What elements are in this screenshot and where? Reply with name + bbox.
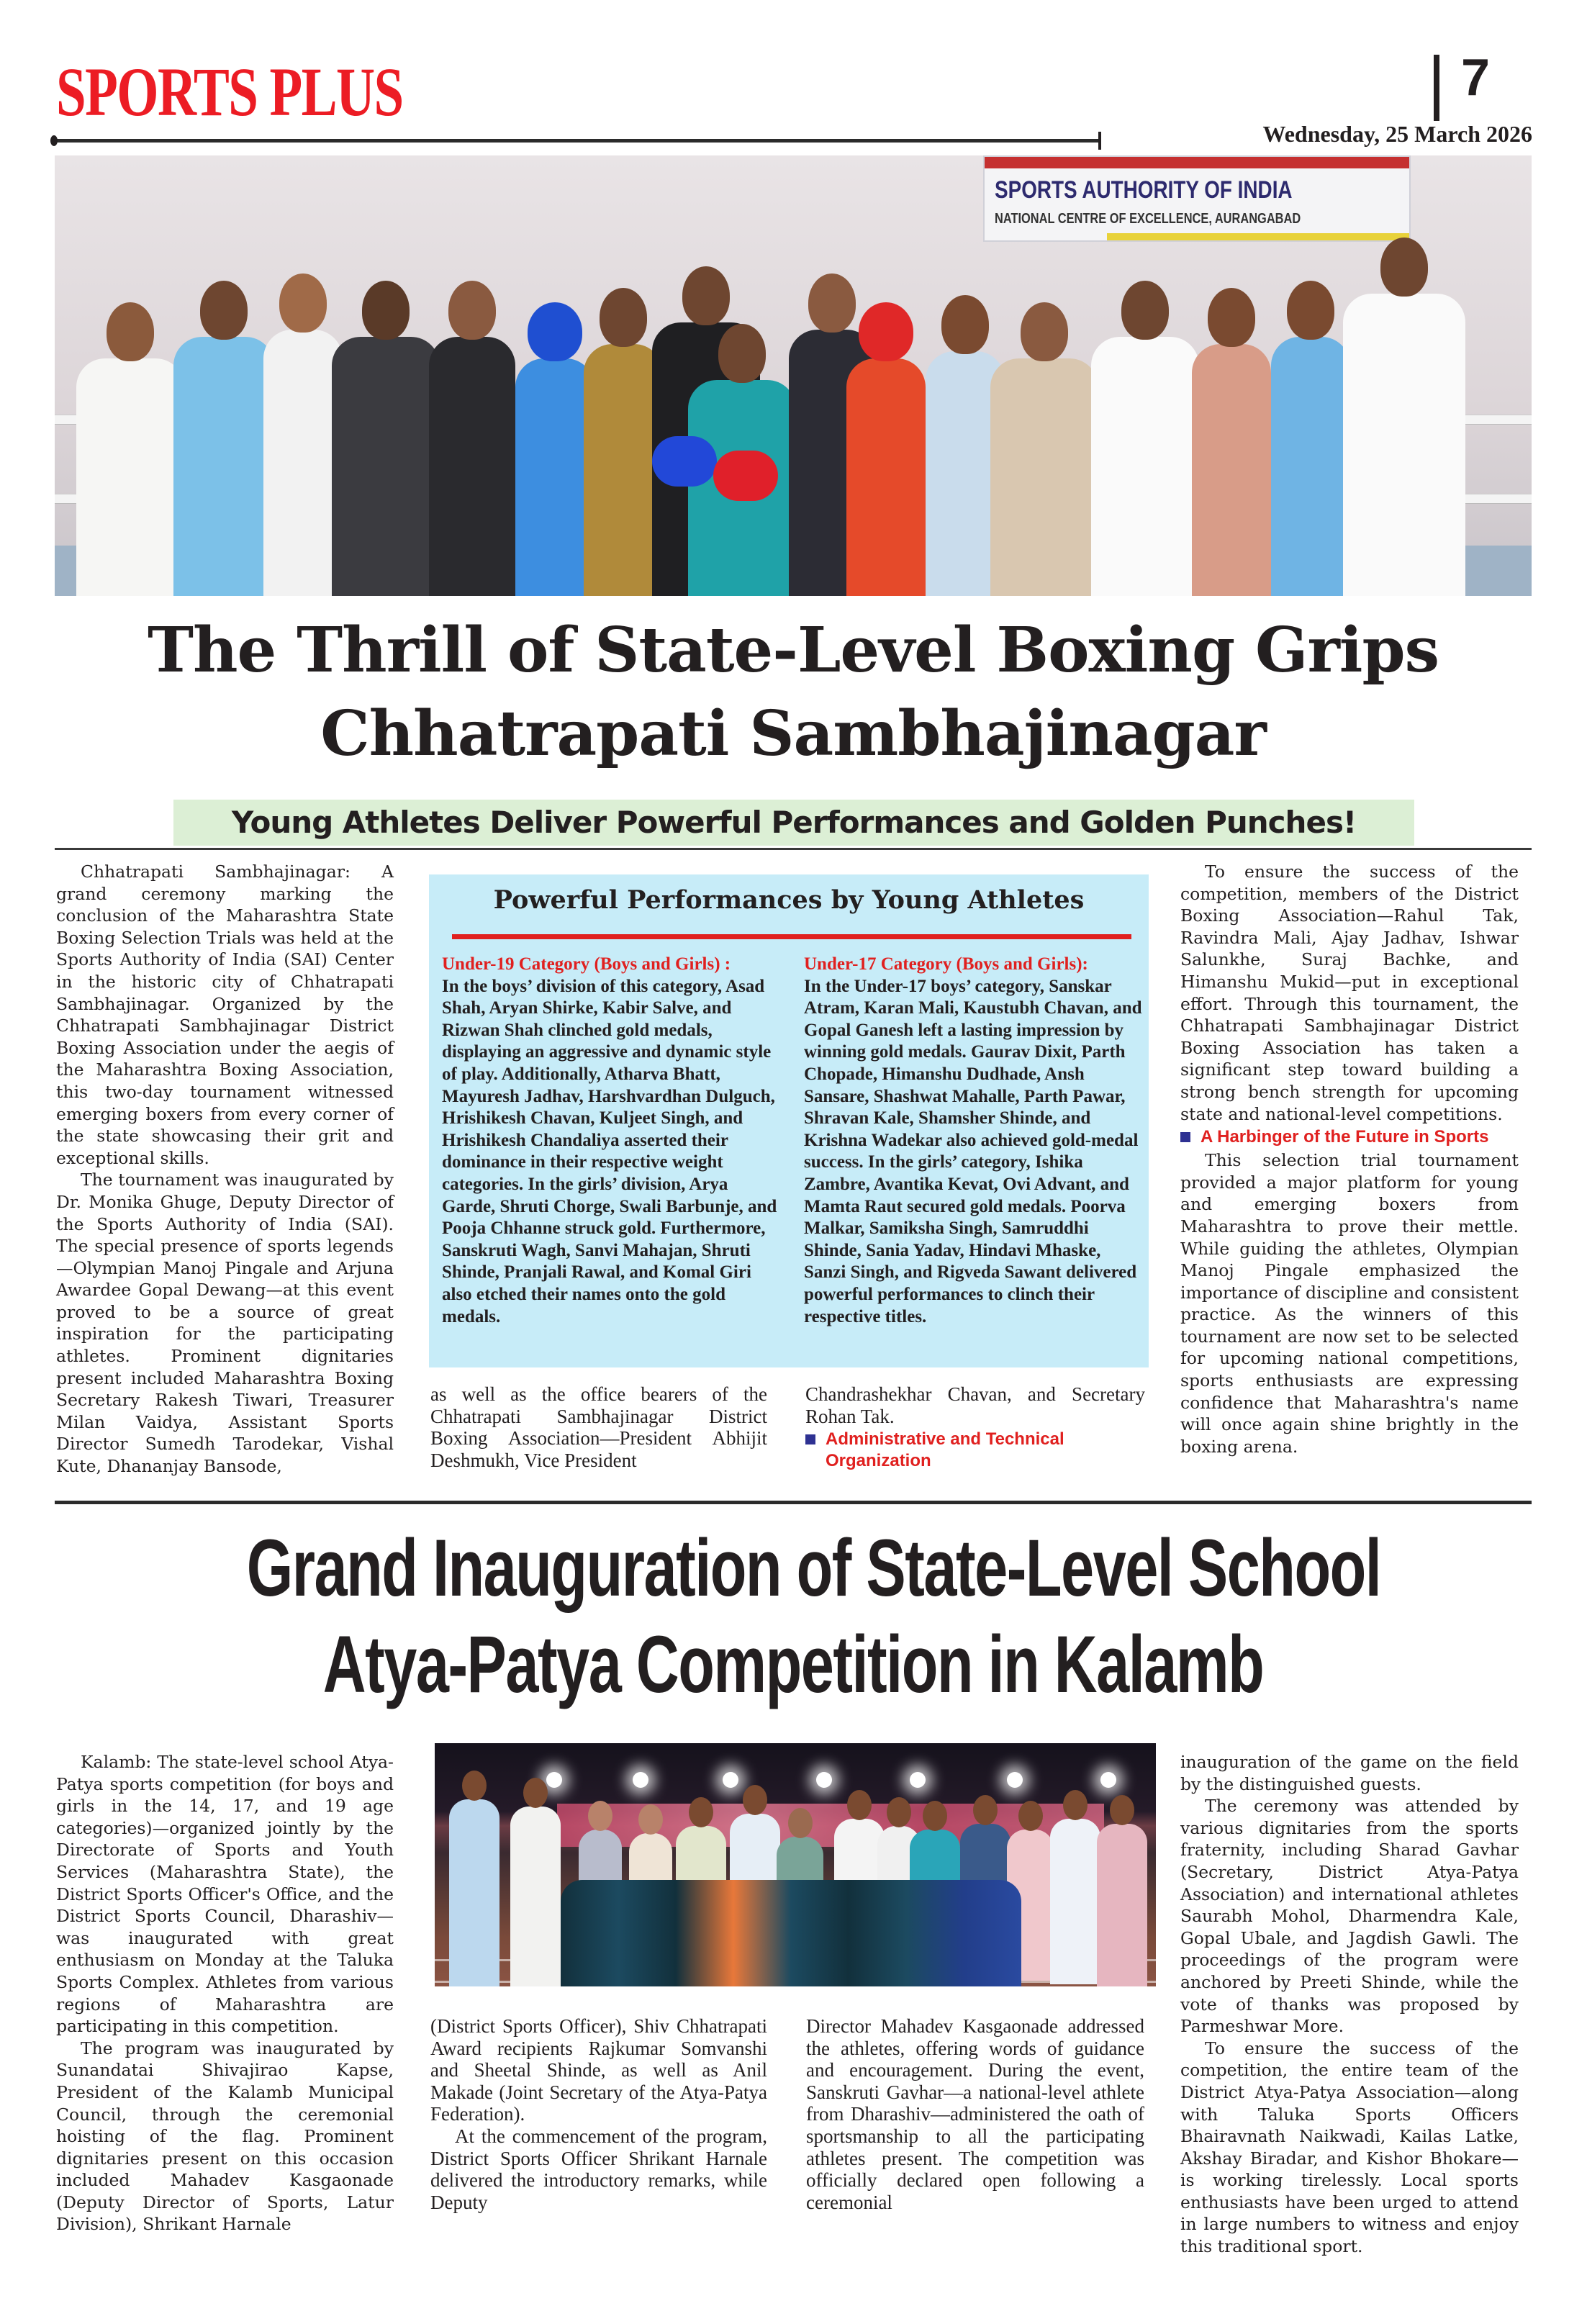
paragraph: inauguration of the game on the field by the distinguished guests. bbox=[1180, 1752, 1519, 1794]
article1-column-1 bbox=[56, 861, 394, 1478]
box-column-under17 bbox=[804, 954, 1142, 1360]
red-glove bbox=[713, 451, 778, 501]
article1-column-3 bbox=[805, 1383, 1145, 1473]
section-title: SPORTS PLUS bbox=[56, 53, 403, 130]
article2-column-2 bbox=[430, 2015, 767, 2213]
box-column-under19 bbox=[442, 954, 780, 1360]
bullet-square-icon bbox=[1180, 1132, 1190, 1142]
issue-date: Wednesday, 25 March 2026 bbox=[1262, 121, 1532, 147]
headline-line: Atya-Patya Competition in Kalamb bbox=[322, 1619, 1264, 1709]
subhead-rule bbox=[55, 848, 1532, 850]
section-heading-text: A Harbinger of the Future in Sports bbox=[1201, 1127, 1489, 1147]
article2-column-1 bbox=[56, 1751, 394, 2235]
paragraph: Chhatrapati Sambhajinagar: A grand ceremony marking the conclusion of the Maharashtra State Boxing Selection Trials was held at the Sports Authority of India (SAI) Center in the historic city of Chhatrapati Sambhajinagar. Organized by the Chhatrapati Sambhajinagar District Boxing Association under the aegis of the Maharashtra Boxing Association, this two-day tournament witnessed emerging boxers from every corner of the state showcasing their grit and exceptional skills. bbox=[56, 862, 394, 1168]
headline-line: The Thrill of State-Level Boxing Grips bbox=[148, 614, 1439, 687]
article-divider bbox=[55, 1501, 1532, 1504]
sai-banner-subtitle: NATIONAL CENTRE OF EXCELLENCE, AURANGABAD bbox=[995, 211, 1301, 227]
sai-banner-title: SPORTS AUTHORITY OF INDIA bbox=[995, 176, 1293, 204]
article1-column-2 bbox=[430, 1383, 767, 1471]
box-category-heading: Under-17 Category (Boys and Girls): bbox=[804, 954, 1088, 974]
article1-subheadline: Young Athletes Deliver Powerful Performances and Golden Punches! bbox=[173, 800, 1414, 846]
box-title-rule bbox=[452, 934, 1131, 939]
section-heading-text: Administrative and Technical Organization bbox=[826, 1429, 1064, 1471]
boxing-ceremony-photo bbox=[55, 155, 1532, 596]
paragraph: The program was inaugurated by Sunandatai Shivajirao Kapse, President of the Kalamb Municipal Council, through the ceremonial hoisting of the flag. Prominent dignitaries present on this occasion included Mahadev Kasgaonade (Deputy Director of Sports, Latur Division), Shrikant Harnale bbox=[56, 2038, 394, 2235]
sai-banner bbox=[983, 155, 1411, 242]
box-category-heading: Under-19 Category (Boys and Girls) : bbox=[442, 954, 731, 974]
masthead-rule bbox=[55, 139, 1100, 143]
article2-column-4 bbox=[1180, 1751, 1519, 2258]
paragraph: To ensure the success of the competition, the entire team of the District Atya-Patya Association—along with Taluka Sports Officers Bhairavnath Naikwadi, Kailas Latke, Akshay Biradar, and Kishor Bhokare—is working tirelessly. Local sports enthusiasts have been urged to attend in large numbers to witness and enjoy this traditional sport. bbox=[1180, 2038, 1519, 2257]
page-number-divider bbox=[1434, 55, 1439, 121]
paragraph: Director Mahadev Kasgaonade addressed the athletes, offering words of guidance and encouragement. During the event, Sanskruti Gavhar—a national-level athlete from Dharashiv—administered the oath of sportsmanship to all the participating athletes present. The competition was officially declared open following a ceremonial bbox=[806, 2015, 1144, 2213]
article1-headline bbox=[55, 609, 1532, 776]
article2-column-3 bbox=[806, 2015, 1144, 2213]
section-heading-administrative bbox=[805, 1429, 1145, 1472]
blue-glove bbox=[652, 436, 717, 487]
article1-column-4 bbox=[1180, 861, 1519, 1457]
atya-patya-team-photo bbox=[435, 1743, 1156, 1986]
paragraph: At the commencement of the program, District Sports Officer Shrikant Harnale delivered the introductory remarks, while Deputy bbox=[430, 2125, 767, 2213]
paragraph: as well as the office bearers of the Chhatrapati Sambhajinagar District Boxing Association—President Abhijit Deshmukh, Vice President bbox=[430, 1383, 767, 1471]
page-number: 7 bbox=[1461, 49, 1491, 107]
paragraph: (District Sports Officer), Shiv Chhatrapati Award recipients Rajkumar Somvanshi and Sheetal Shinde, as well as Anil Makade (Joint Secretary of the Atya-Patya Federation). bbox=[430, 2015, 767, 2125]
paragraph: Kalamb: The state-level school Atya-Patya sports competition (for boys and girls in the 14, 17, and 19 age categories)—organized jointly by the Directorate of Sports and Youth Services (Maharashtra State), the District Sports Officer's Office, and the District Sports Council, Dharashiv—was inaugurated with great enthusiasm on Monday at the Taluka Sports Complex. Athletes from various regions of Maharashtra are participating in this competition. bbox=[56, 1752, 394, 2037]
headline-line: Chhatrapati Sambhajinagar bbox=[320, 697, 1266, 770]
box-category-text: In the Under-17 boys’ category, Sanskar Atram, Karan Mali, Kaustubh Chavan, and Gopal Ganesh left a lasting impression by winning gold medals. Gaurav Dixit, Parth Chopade, Himanshu Dudhade, Ansh Sansare, Shashwat Mahalle, Parth Pawar, Shravan Kale, Shamsher Shinde, and Krishna Wadekar also achieved gold-medal success. In the girls’ category, Ishika Zambre, Avantika Kevat, Ovi Advant, and Mamta Raut secured gold medals. Poorva Malkar, Samiksha Singh, Samruddhi Shinde, Sania Yadav, Hindavi Mhaske, Sanzi Singh, and Rigveda Sawant delivered powerful performances to clinch their respective titles. bbox=[804, 976, 1142, 1326]
paragraph: The tournament was inaugurated by Dr. Monika Ghuge, Deputy Director of the Sports Authority of India (SAI). The special presence of sports legends—Olympian Manoj Pingale and Arjuna Awardee Gopal Dewang—at this event proved to be a source of great inspiration for the participating athletes. Prominent dignitaries present included Maharashtra Boxing Secretary Rakesh Tiwari, Treasurer Milan Vaidya, Assistant Sports Director Sumedh Tarodekar, Vishal Kute, Dhananjay Bansode, bbox=[56, 1170, 394, 1477]
box-category-text: In the boys’ division of this category, Asad Shah, Aryan Shirke, Kabir Salve, and Rizwan Shah clinched gold medals, displaying an aggressive and dynamic style of play. Additionally, Atharva Bhatt, Mayuresh Jadhav, Harshvardhan Dulguch, Hrishikesh Chavan, Kuljeet Singh, and Hrishikesh Chandaliya asserted their dominance in their respective weight categories. In the girls’ division, Arya Garde, Shruti Chorge, Swali Barbunje, and Pooja Chhanne struck gold. Furthermore, Sanskruti Wagh, Sanvi Mahajan, Shruti Shinde, Pranjali Rawal, and Komal Giri also etched their names onto the gold medals. bbox=[442, 976, 777, 1326]
bullet-square-icon bbox=[805, 1434, 815, 1444]
headline-line: Grand Inauguration of State-Level School bbox=[246, 1523, 1381, 1613]
paragraph: Chandrashekhar Chavan, and Secretary Rohan Tak. bbox=[805, 1383, 1145, 1427]
paragraph: The ceremony was attended by various dignitaries from the sports fraternity, including Sharad Gavhar (Secretary, District Atya-Patya Association) and international athletes Saurabh Mohol, Dharmendra Kale, Gopal Ubale, and Jagdish Gawli. The proceedings of the program were anchored by Preeti Shinde, while the vote of thanks was proposed by Parmeshwar More. bbox=[1180, 1796, 1519, 2037]
paragraph: This selection trial tournament provided a major platform for young and emerging boxers from Maharashtra to prove their mettle. While guiding the athletes, Olympian Manoj Pingale emphasized the importance of discipline and consistent practice. As the winners of this tournament are now set to be selected for upcoming national competitions, sports enthusiasts are expressing confidence that Maharashtra's name will once again shine brightly in the boxing arena. bbox=[1180, 1150, 1519, 1457]
article2-headline bbox=[55, 1520, 1532, 1713]
box-title: Powerful Performances by Young Athletes bbox=[493, 885, 1085, 915]
section-heading-harbinger bbox=[1180, 1126, 1519, 1148]
paragraph: To ensure the success of the competition, members of the District Boxing Association—Rahul Tak, Ravindra Mali, Ajay Jadhav, Ishwar Salunkhe, Suraj Bachke, and Himanshu Mukid—put in exceptional effort. Through this tournament, the Chhatrapati Sambhajinagar District Boxing Association has taken a significant step toward building a strong bench strength for upcoming state and national-level competitions. bbox=[1180, 862, 1519, 1124]
